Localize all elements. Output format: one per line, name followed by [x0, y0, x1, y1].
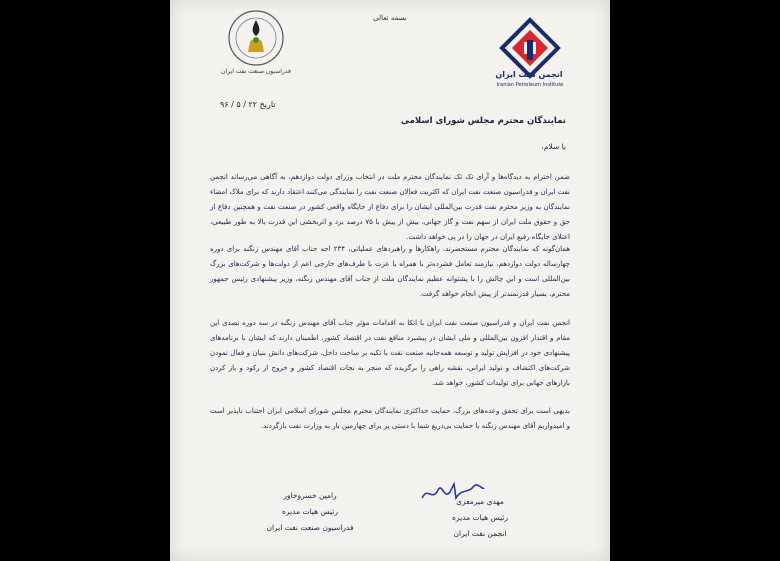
org-name-right-en: Iranian Petroleum Institute [496, 82, 564, 88]
signature-right [420, 494, 540, 542]
signer-name-right: مهدی میرمعزی [456, 497, 504, 506]
paragraph-2: همان‌گونه که نمایندگان محترم مستحضرند، راهکارها و راهبردهای عملیاتی، ۲۳۴ اجه جناب آقای مهندس زنگنه برای دوره چهارساله دولت دوازدهم، نیازمند تعامل فشرده‌تر با همراه با عزت با طرف‌های خارجی اعم از دولت‌ها و شرکت‌های بزرگ بین‌المللی است و این چالش را با پشتوانه عظیم نمایندگان ملت از جناب آقای مهندس زنگنه، وزیر پیشنهادی رئیس جمهور محترم، بسیار قدرتمندتر از پیش انجام خواهد گرفت. [210, 245, 570, 298]
signature-left [250, 488, 370, 536]
paragraph-4: بدیهی است برای تحقق وعده‌های بزرگ، حمایت حداکثری نمایندگان محترم مجلس شورای اسلامی ایران اجتناب ناپذیر است و امیدواریم آقای مهندس زنگنه با حمایت بی‌دریغ شما با دستی پر برای چهارمین بار به وزارت نفت بازگردند. [210, 407, 570, 430]
signer-org-right: انجمن نفت ایران [453, 529, 507, 538]
paragraph-1: ضمن احترام به دیدگاه‌ها و آرای تک تک نمایندگان محترم ملت در انتخاب وزرای دولت دوازدهم، به آگاهی می‌رساند انجمن نفت ایران و فدراسیون صنعت نفت ایران که اکثریت فعالان صنعت نفت را نمایندگی می‌کنند اعتقاد دارند که برای ملاک امضاء نمایندگان به وزیر محترم نفت قدرت بین‌المللی ایشان را برای دفاع از جایگاه واقعی کشور در صنعت نفت و همچنین دفاع از حق و حقوق ملت ایران از سهم نفت و گاز جهانی، بیش از پیش با ۷۵ درصد برد و اثربخشی این قدرت بالا به طور طبیعی، اعتلای جایگاه رفیع ایران در جهان را در پی خواهد داشت. [210, 173, 570, 241]
org-name-right: انجمن نفت ایران [495, 70, 563, 79]
oil-federation-logo-icon [226, 8, 286, 68]
letter-date: تاریخ ۲۲ / ۵ / ۹۶ [220, 100, 276, 109]
signer-title-right: رئیس هیات مدیره [452, 513, 508, 522]
paragraph-3: انجمن نفت ایران و فدراسیون صنعت نفت ایران با اتکا به اقدامات مؤثر جناب آقای مهندس زنگنه در سه دوره تصدی این مقام و اقتدار افزون بین‌المللی و ملی ایشان در پیشبرد منافع نفت در اقتصاد کشور، اطمینان دارند که ایشان با برنامه‌های پیشنهادی خود در افزایش تولید و توسعه همه‌جانبه صنعت نفت با تکیه بر ساخت داخل، شرکت‌های دانش بنیان و فعال نمودن شرکت‌های اکتشاف و تولید ایرانی، نقشه راهی را برگزیده که منجر به نجات اقتصاد کشور و خروج از رکود و باز کردن بازارهای جهانی برای تولیدات کشور، خواهد شد. [210, 319, 570, 387]
bismillah: بسمه تعالی [373, 14, 407, 22]
addressee: نمایندگان محترم مجلس شورای اسلامی [400, 116, 566, 126]
signer-title-left: رئیس هیات مدیره [282, 507, 338, 516]
greeting: با سلام، [541, 142, 566, 151]
signer-org-left: فدراسیون صنعت نفت ایران [266, 523, 354, 532]
letter-page [170, 0, 610, 561]
org-name-left: فدراسیون صنعت نفت ایران [221, 68, 291, 75]
signer-name-left: رامین خسروخاور [283, 491, 337, 500]
